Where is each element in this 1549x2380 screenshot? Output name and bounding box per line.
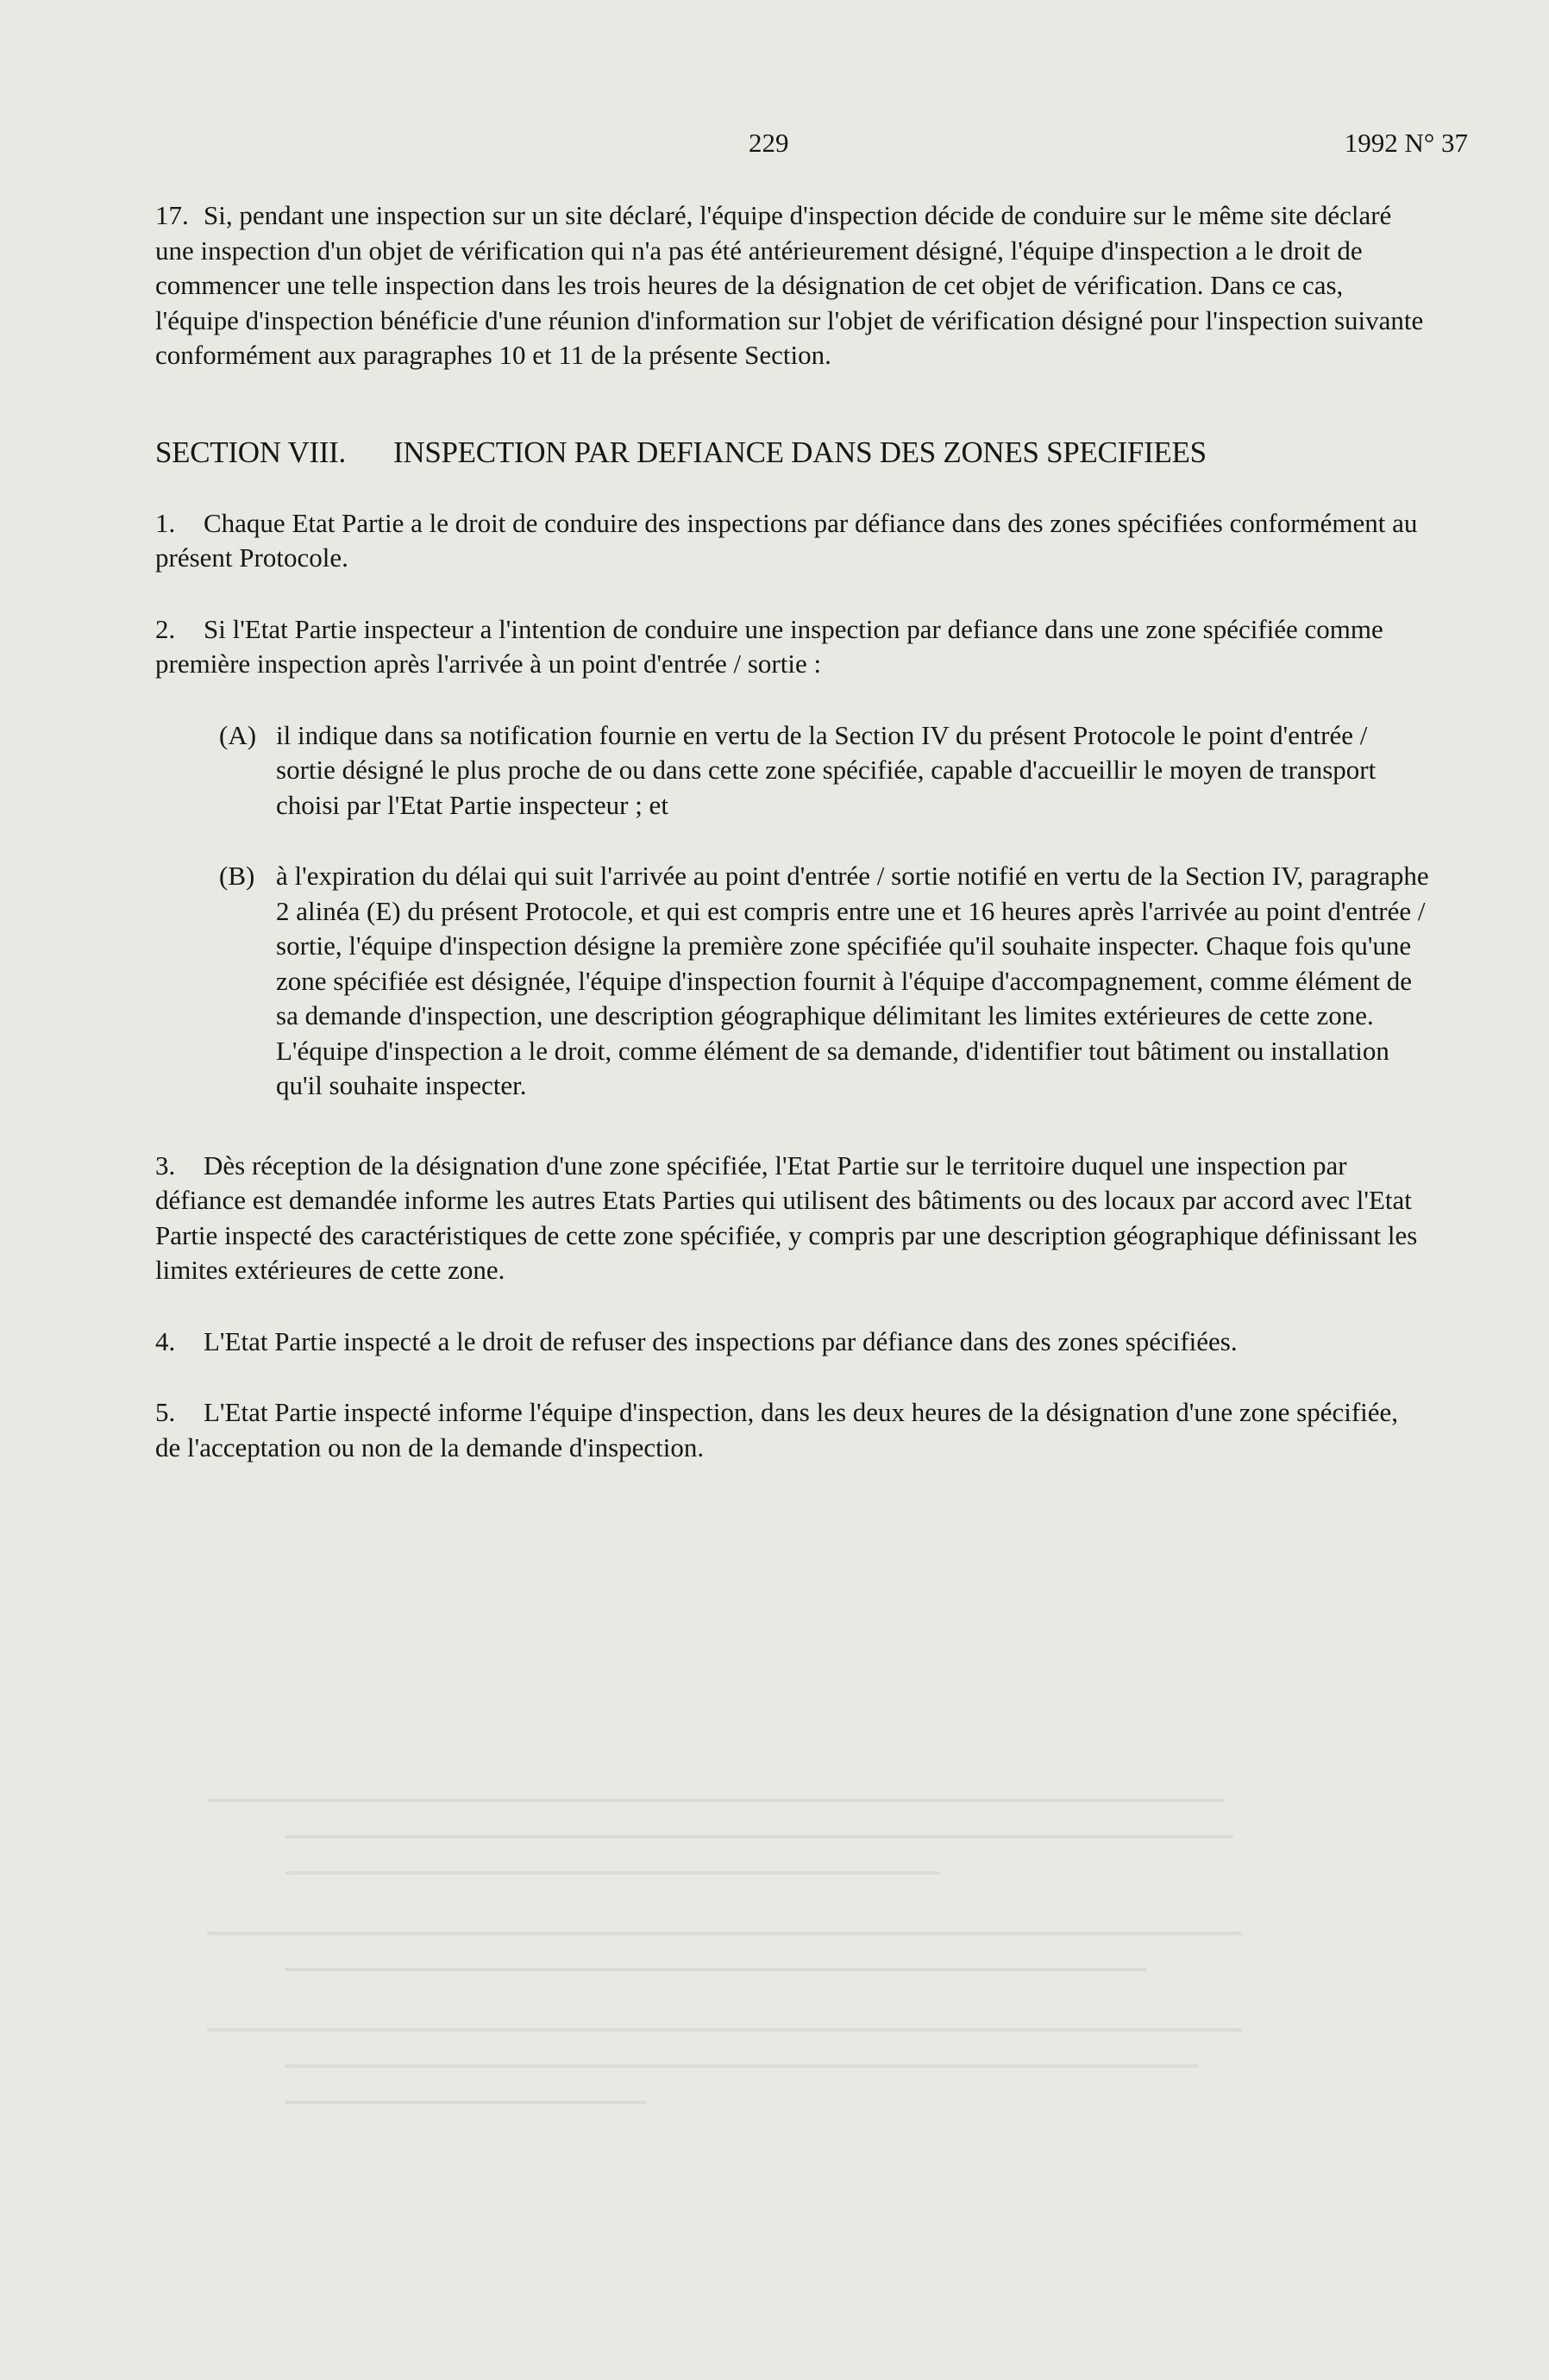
paragraph-number: 17.: [155, 200, 189, 230]
paragraph-text: L'Etat Partie inspecté a le droit de refuser des inspections par défiance dans des zones spécifiées.: [204, 1325, 1238, 1356]
paragraph-text: Dès réception de la désignation d'une zone spécifiée, l'Etat Partie sur le territoire duquel une inspection par défiance est demandée informe les autres Etats Parties qui utilisent des bâtiments ou des locaux par accord avec l'Etat Partie inspecté des caractéristiques de cette zone spécifiée, y compris par une description géographique définissant les limites extérieures de cette zone.: [155, 1149, 1418, 1285]
paragraph-3: [155, 1149, 1430, 1288]
section-title: INSPECTION PAR DEFIANCE DANS DES ZONES SPECIFIEES: [393, 435, 1207, 469]
paragraph-text: Chaque Etat Partie a le droit de conduire des inspections par défiance dans des zones spécifiées conformément au présent Protocole.: [155, 507, 1418, 573]
paragraph-number: 2.: [155, 613, 176, 644]
list-item-a: [219, 718, 1430, 824]
paragraph-4: [155, 1325, 1430, 1360]
item-label: (A): [219, 719, 257, 750]
paragraph-5: [155, 1395, 1430, 1465]
paragraph-text: Si, pendant une inspection sur un site déclaré, l'équipe d'inspection décide de conduire sur le même site déclaré une inspection d'un objet de vérification qui n'a pas été antérieurement désigné, l'équipe d'inspection a le droit de commencer une telle inspection dans les trois heures de la désignation de cet objet de vérification. Dans ce cas, l'équipe d'inspection bénéficie d'une réunion d'information sur l'objet de vérification désigné pour l'inspection suivante conformément aux paragraphes 10 et 11 de la présente Section.: [155, 200, 1424, 370]
list-item-b: [219, 859, 1430, 1104]
item-text: il indique dans sa notification fournie en vertu de la Section IV du présent Protocole le point d'entrée / sortie désigné le plus proche de ou dans cette zone spécifiée, capable d'accueillir le moyen de transport choisi par l'Etat Partie inspecteur ; et: [276, 719, 1377, 820]
paragraph-1: [155, 506, 1430, 576]
page-header: [0, 128, 1549, 166]
paragraph-17: [155, 198, 1430, 373]
section-number: SECTION VIII.: [155, 435, 346, 469]
item-text: à l'expiration du délai qui suit l'arrivée au point d'entrée / sortie notifié en vertu de la Section IV, paragraphe 2 alinéa (E) du présent Protocole, et qui est compris entre une et 16 heures après l'arrivée au point d'entrée / sortie, l'équipe d'inspection désigne la première zone spécifiée qu'il souhaite inspecter. Chaque fois qu'une zone spécifiée est désignée, l'équipe d'inspection fournit à l'équipe d'accompagnement, comme élément de sa demande d'inspection, une description géographique délimitant les limites extérieures de cette zone. L'équipe d'inspection a le droit, comme élément de sa demande, d'identifier tout bâtiment ou installation qu'il souhaite inspecter.: [276, 861, 1429, 1100]
paragraph-text: Si l'Etat Partie inspecteur a l'intention de conduire une inspection par defiance dans une zone spécifiée comme première inspection après l'arrivée à un point d'entrée / sortie :: [155, 613, 1383, 679]
paragraph-number: 1.: [155, 507, 176, 538]
paragraph-number: 5.: [155, 1397, 176, 1427]
item-label: (B): [219, 861, 255, 891]
paragraph-number: 4.: [155, 1325, 176, 1356]
page-number: 229: [749, 128, 789, 158]
paragraph-2: [155, 612, 1430, 682]
document-body: [155, 198, 1430, 1465]
section-heading: [155, 434, 1430, 472]
journal-reference: 1992 N° 37: [1344, 128, 1468, 158]
paragraph-number: 3.: [155, 1149, 176, 1181]
paragraph-text: L'Etat Partie inspecté informe l'équipe d'inspection, dans les deux heures de la désignation d'une zone spécifiée, de l'acceptation ou non de la demande d'inspection.: [155, 1397, 1399, 1462]
